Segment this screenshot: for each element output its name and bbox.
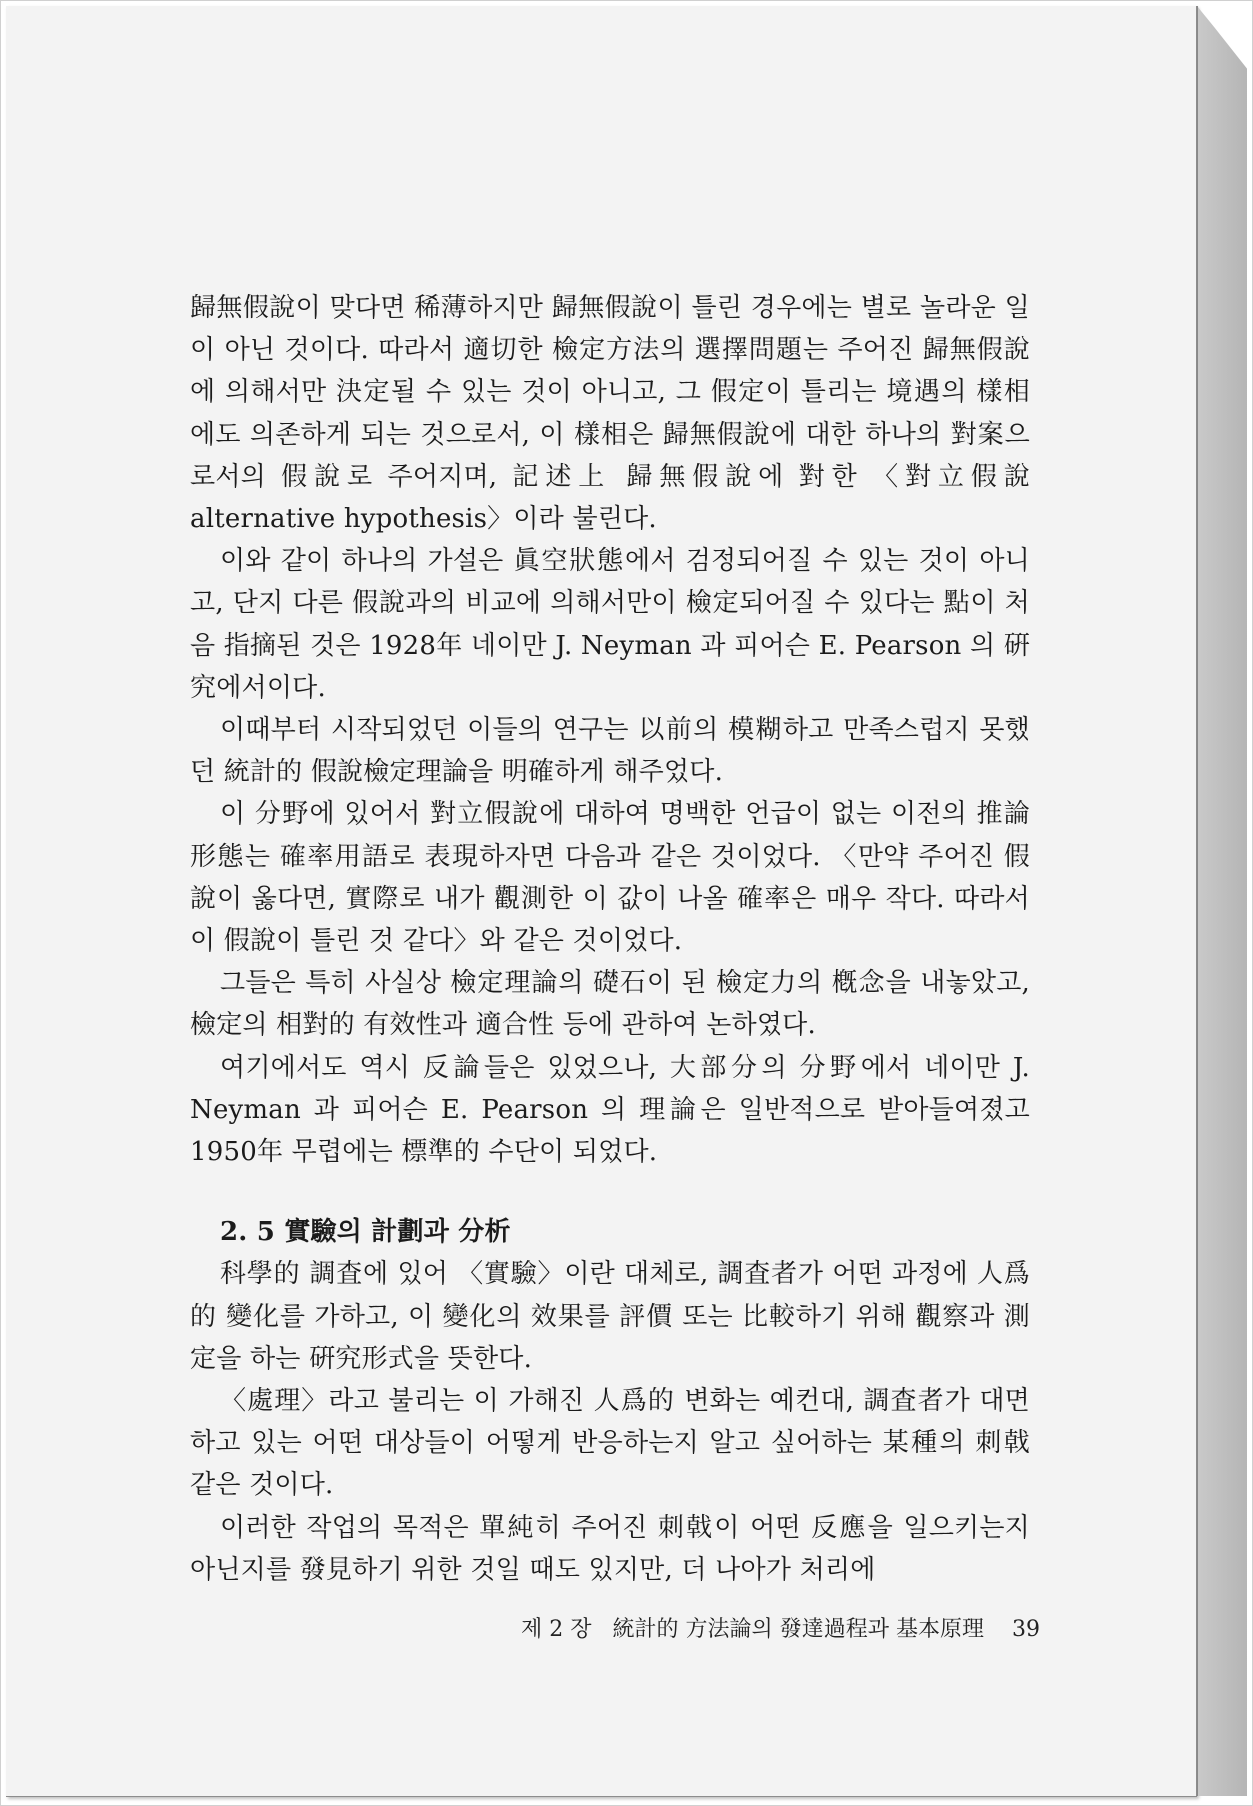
paragraph: 그들은 특히 사실상 檢定理論의 礎石이 된 檢定力의 槪念을 내놓았고, 檢定의 相對的 有效性과 適合性 등에 관하여 논하였다.: [190, 968, 1030, 1041]
page-body: [190, 287, 1030, 1591]
paragraph: 이러한 작업의 목적은 單純히 주어진 刺戟이 어떤 反應을 일으키는지 아닌지를 發見하기 위한 것일 때도 있지만, 더 나아가 처리에: [190, 1512, 1030, 1585]
footer-chapter: 제 2 장: [521, 1617, 592, 1642]
running-footer: [440, 1612, 1040, 1643]
page-number: 39: [1012, 1617, 1040, 1642]
paragraph: 〈處理〉라고 불리는 이 가해진 人爲的 변화는 예컨대, 調査者가 대면하고 있는 어떤 대상들이 어떻게 반응하는지 알고 싶어하는 某種의 刺戟 같은 것이다.: [190, 1386, 1030, 1501]
paragraph: 여기에서도 역시 反論들은 있었으나, 大部分의 分野에서 네이만 J. Neyman 과 피어슨 E. Pearson 의 理論은 일반적으로 받아들여졌고 1950年 무렵에는 標準的 수단이 되었다.: [190, 1052, 1030, 1168]
section-heading: 2. 5 實驗의 計劃과 分析: [220, 1217, 511, 1248]
footer-title: 統計的 方法論의 發達過程과 基本原理: [612, 1617, 985, 1642]
paragraph: 이와 같이 하나의 가설은 眞空狀態에서 검정되어질 수 있는 것이 아니고, 단지 다른 假說과의 비교에 의해서만이 檢定되어질 수 있다는 點이 처음 指摘된 것은 1928年 네이만 J. Neyman 과 피어슨 E. Pearson 의 硏究에서이다.: [190, 546, 1030, 703]
page-edge-line: [1197, 6, 1198, 1796]
page-stack-edge: [1197, 6, 1247, 1796]
paragraph: 科學的 調査에 있어 〈實驗〉이란 대체로, 調査者가 어떤 과정에 人爲的 變化를 가하고, 이 變化의 效果를 評價 또는 比較하기 위해 觀察과 測定을 하는 硏究形式을 뜻한다.: [190, 1259, 1030, 1374]
paragraph: 歸無假說이 맞다면 稀薄하지만 歸無假說이 틀린 경우에는 별로 놀라운 일이 아닌 것이다. 따라서 適切한 檢定方法의 選擇問題는 주어진 歸無假說에 의해서만 決定될 수 있는 것이 아니고, 그 假定이 틀리는 境遇의 樣相에도 의존하게 되는 것으로서, 이 樣相은 歸無假說에 대한 하나의 對案으로서의 假說로 주어지며, 記述上 歸無假說에 對한 〈對立假說 alternative hypothesis〉이라 불린다.: [190, 293, 1030, 535]
paragraph: 이때부터 시작되었던 이들의 연구는 以前의 模糊하고 만족스럽지 못했던 統計的 假說檢定理論을 明確하게 해주었다.: [190, 715, 1030, 788]
paragraph: 이 分野에 있어서 對立假說에 대하여 명백한 언급이 없는 이전의 推論形態는 確率用語로 表現하자면 다음과 같은 것이었다. 〈만약 주어진 假說이 옳다면, 實際로 내가 觀測한 이 값이 나올 確率은 매우 작다. 따라서 이 假說이 틀린 것 같다〉와 같은 것이었다.: [190, 799, 1030, 957]
